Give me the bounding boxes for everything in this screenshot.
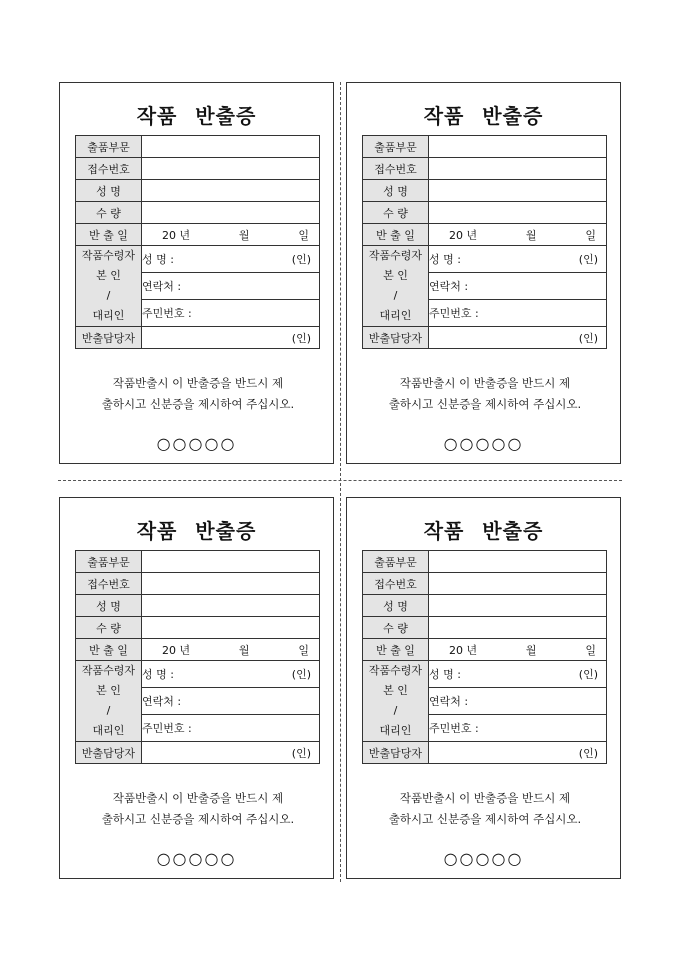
notice-text: [78, 788, 318, 830]
contact-field[interactable]: [429, 273, 607, 300]
card-title: 작품 반출증: [423, 519, 544, 543]
label-receiver: [76, 246, 142, 327]
receiver-name-field[interactable]: [429, 246, 607, 273]
receiver-line-2: 본 인: [96, 269, 121, 282]
label-name: 성 명: [76, 595, 142, 617]
notice-line-1: 작품반출시 이 반출증을 반드시 제: [112, 791, 284, 805]
release-date-field[interactable]: [429, 639, 607, 661]
receiver-seal: (인): [291, 668, 311, 681]
staff-seal: (인): [291, 331, 311, 345]
label-dept: 출품부문: [363, 551, 429, 573]
receiver-line-2: 본 인: [383, 684, 408, 697]
label-quantity: 수 량: [363, 202, 429, 224]
label-staff: 반출담당자: [363, 327, 429, 349]
date-day: 일: [298, 643, 309, 657]
date-month: 월: [238, 228, 250, 242]
contact-field[interactable]: [142, 273, 320, 300]
name-field[interactable]: [142, 180, 320, 202]
receiver-seal: (인): [291, 253, 311, 266]
resident-no-field[interactable]: [429, 715, 607, 742]
label-receipt-no: 접수번호: [363, 158, 429, 180]
notice-line-2: 출하시고 신분증을 제시하여 주십시오.: [388, 812, 582, 826]
name-field[interactable]: [142, 595, 320, 617]
receipt-no-field[interactable]: [142, 573, 320, 595]
label-receiver: [363, 246, 429, 327]
receiver-line-3: /: [393, 289, 398, 302]
receiver-name-label: 성 명 :: [142, 668, 174, 681]
resident-no-label: 주민번호 :: [142, 722, 192, 735]
release-form-table: [75, 135, 320, 349]
contact-label: 연락처 :: [142, 280, 182, 293]
quantity-field[interactable]: [142, 202, 320, 224]
notice-line-1: 작품반출시 이 반출증을 반드시 제: [399, 376, 571, 390]
label-receipt-no: 접수번호: [76, 158, 142, 180]
name-field[interactable]: [429, 595, 607, 617]
receiver-name-label: 성 명 :: [142, 253, 174, 266]
release-slip-card: [59, 82, 334, 464]
approval-circles: ○○○○○: [156, 434, 237, 453]
receipt-no-field[interactable]: [429, 573, 607, 595]
date-month: 월: [238, 643, 250, 657]
label-staff: 반출담당자: [363, 742, 429, 764]
receiver-name-field[interactable]: [142, 661, 320, 688]
date-day: 일: [298, 228, 309, 242]
notice-line-2: 출하시고 신분증을 제시하여 주십시오.: [388, 397, 582, 411]
label-receiver: [363, 661, 429, 742]
quantity-field[interactable]: [142, 617, 320, 639]
label-dept: 출품부문: [363, 136, 429, 158]
receiver-name-field[interactable]: [429, 661, 607, 688]
notice-line-1: 작품반출시 이 반출증을 반드시 제: [112, 376, 284, 390]
receiver-line-1: 작품수령자: [81, 664, 136, 677]
notice-line-2: 출하시고 신분증을 제시하여 주십시오.: [101, 812, 295, 826]
receiver-line-4: 대리인: [92, 309, 125, 322]
staff-field[interactable]: [142, 742, 320, 764]
horizontal-cut-line: [58, 480, 622, 481]
receiver-line-2: 본 인: [383, 269, 408, 282]
label-name: 성 명: [363, 595, 429, 617]
receiver-line-1: 작품수령자: [368, 664, 423, 677]
label-release-date: 반 출 일: [363, 224, 429, 246]
label-release-date: 반 출 일: [363, 639, 429, 661]
resident-no-field[interactable]: [142, 300, 320, 327]
date-month: 월: [525, 643, 537, 657]
receiver-seal: (인): [578, 668, 598, 681]
date-year: 20 년: [162, 228, 191, 242]
resident-no-field[interactable]: [429, 300, 607, 327]
label-name: 성 명: [76, 180, 142, 202]
staff-field[interactable]: [142, 327, 320, 349]
receiver-line-4: 대리인: [379, 724, 412, 737]
label-staff: 반출담당자: [76, 327, 142, 349]
release-form-table: [362, 135, 607, 349]
approval-circles: ○○○○○: [156, 849, 237, 868]
release-slip-card: [59, 497, 334, 879]
receiver-seal: (인): [578, 253, 598, 266]
quantity-field[interactable]: [429, 202, 607, 224]
date-day: 일: [585, 228, 596, 242]
notice-line-2: 출하시고 신분증을 제시하여 주십시오.: [101, 397, 295, 411]
release-form-table: [75, 550, 320, 764]
resident-no-label: 주민번호 :: [429, 722, 479, 735]
receiver-name-field[interactable]: [142, 246, 320, 273]
label-receipt-no: 접수번호: [363, 573, 429, 595]
card-title: 작품 반출증: [423, 104, 544, 128]
notice-text: [78, 373, 318, 415]
label-name: 성 명: [363, 180, 429, 202]
dept-field[interactable]: [142, 136, 320, 158]
label-receiver: [76, 661, 142, 742]
contact-label: 연락처 :: [142, 695, 182, 708]
dept-field[interactable]: [429, 551, 607, 573]
resident-no-label: 주민번호 :: [142, 307, 192, 320]
resident-no-field[interactable]: [142, 715, 320, 742]
receiver-line-3: /: [106, 289, 111, 302]
contact-field[interactable]: [429, 688, 607, 715]
contact-label: 연락처 :: [429, 280, 469, 293]
contact-label: 연락처 :: [429, 695, 469, 708]
label-quantity: 수 량: [76, 617, 142, 639]
date-month: 월: [525, 228, 537, 242]
receiver-line-4: 대리인: [379, 309, 412, 322]
staff-field[interactable]: [429, 742, 607, 764]
notice-text: [365, 373, 605, 415]
notice-text: [365, 788, 605, 830]
release-slip-card: [346, 82, 621, 464]
label-release-date: 반 출 일: [76, 224, 142, 246]
label-receipt-no: 접수번호: [76, 573, 142, 595]
card-title: 작품 반출증: [136, 104, 257, 128]
staff-field[interactable]: [429, 327, 607, 349]
receiver-name-label: 성 명 :: [429, 253, 461, 266]
label-quantity: 수 량: [76, 202, 142, 224]
release-date-field[interactable]: [142, 639, 320, 661]
notice-line-1: 작품반출시 이 반출증을 반드시 제: [399, 791, 571, 805]
contact-field[interactable]: [142, 688, 320, 715]
receipt-no-field[interactable]: [429, 158, 607, 180]
receiver-line-4: 대리인: [92, 724, 125, 737]
receiver-line-3: /: [106, 704, 111, 717]
label-dept: 출품부문: [76, 136, 142, 158]
receipt-no-field[interactable]: [142, 158, 320, 180]
name-field[interactable]: [429, 180, 607, 202]
label-release-date: 반 출 일: [76, 639, 142, 661]
vertical-cut-line: [340, 82, 341, 882]
dept-field[interactable]: [429, 136, 607, 158]
dept-field[interactable]: [142, 551, 320, 573]
release-date-field[interactable]: [429, 224, 607, 246]
staff-seal: (인): [578, 331, 598, 345]
receiver-line-1: 작품수령자: [368, 249, 423, 262]
release-slip-card: [346, 497, 621, 879]
label-quantity: 수 량: [363, 617, 429, 639]
quantity-field[interactable]: [429, 617, 607, 639]
resident-no-label: 주민번호 :: [429, 307, 479, 320]
date-year: 20 년: [449, 643, 478, 657]
date-year: 20 년: [162, 643, 191, 657]
receiver-line-1: 작품수령자: [81, 249, 136, 262]
date-year: 20 년: [449, 228, 478, 242]
receiver-line-3: /: [393, 704, 398, 717]
staff-seal: (인): [578, 746, 598, 760]
staff-seal: (인): [291, 746, 311, 760]
label-staff: 반출담당자: [76, 742, 142, 764]
date-day: 일: [585, 643, 596, 657]
label-dept: 출품부문: [76, 551, 142, 573]
approval-circles: ○○○○○: [443, 434, 524, 453]
card-title: 작품 반출증: [136, 519, 257, 543]
approval-circles: ○○○○○: [443, 849, 524, 868]
release-date-field[interactable]: [142, 224, 320, 246]
release-form-table: [362, 550, 607, 764]
receiver-name-label: 성 명 :: [429, 668, 461, 681]
receiver-line-2: 본 인: [96, 684, 121, 697]
